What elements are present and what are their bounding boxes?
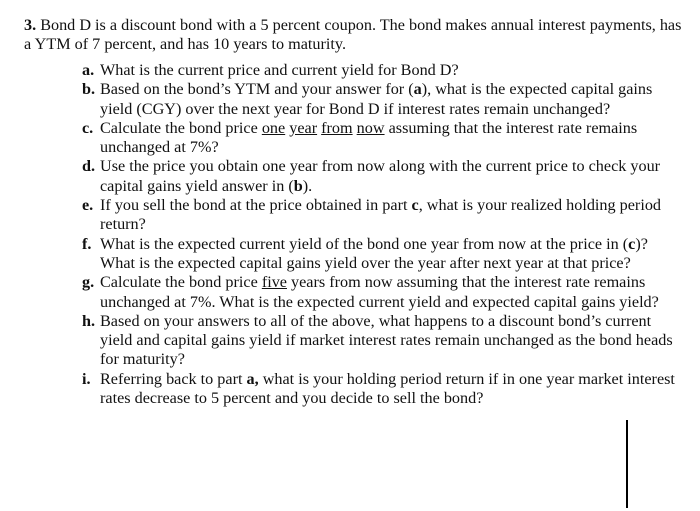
part-text: What is the expected current yield of the bond one year from now at the price in ( — [100, 234, 629, 253]
part-e — [82, 196, 682, 235]
part-reference: a — [413, 80, 422, 99]
underlined-word: now — [356, 118, 385, 137]
part-text: Referring back to part — [100, 369, 247, 388]
part-d — [82, 157, 682, 196]
underlined-word: five — [261, 273, 287, 292]
part-letter: g. — [82, 273, 95, 292]
question-intro — [24, 16, 684, 55]
part-c — [82, 119, 682, 158]
part-text: what is your holding period return if in one year market interest rates decrease to 5 percent and you decide to sell the bond? — [100, 369, 675, 408]
part-text: ), what is the expected capital gains yield (CGY) over the next year for Bond D if interest rates remain unchanged? — [100, 80, 653, 118]
part-reference: a, — [246, 369, 259, 388]
underlined-word: year — [289, 118, 318, 137]
part-i — [82, 370, 682, 409]
question-intro-text: Bond D is a discount bond with a 5 percent coupon. The bond makes annual interest payments, has a YTM of 7 percent, and has 10 years to maturity. — [24, 16, 682, 54]
part-text: Based on your answers to all of the above, what happens to a discount bond’s current yield and capital gains yield if market interest rates remain unchanged as the bond heads for maturity? — [100, 311, 673, 369]
part-reference: b — [293, 176, 303, 195]
part-reference: c — [411, 196, 419, 215]
part-g — [82, 273, 682, 312]
part-f — [82, 235, 682, 274]
part-reference: c — [628, 234, 636, 253]
part-text: Calculate the bond price — [100, 273, 262, 292]
part-text: Calculate the bond price — [100, 118, 262, 137]
question-number: 3. — [24, 16, 37, 34]
text-cursor-line — [626, 420, 628, 508]
part-text: , what is your realized holding period return? — [100, 196, 662, 234]
part-text: If you sell the bond at the price obtained in part — [100, 196, 412, 215]
question-parts — [82, 61, 682, 408]
part-letter: e. — [82, 196, 94, 215]
part-text: assuming that the interest rate remains unchanged at 7%? — [100, 118, 638, 157]
part-text: ). — [302, 176, 313, 195]
part-letter: c. — [82, 118, 94, 137]
part-text: years from now assuming that the interest rate remains unchanged at 7%. What is the expected current yield and expected capital gains yield? — [100, 273, 659, 311]
part-letter: d. — [82, 157, 96, 176]
part-b — [82, 80, 682, 119]
underlined-word: from — [321, 118, 353, 137]
part-a — [82, 61, 682, 80]
part-letter: a. — [82, 61, 95, 79]
part-letter: h. — [82, 311, 96, 330]
part-letter: f. — [82, 234, 92, 253]
part-text: )? What is the expected capital gains yield over the year after next year at that price? — [100, 234, 648, 272]
part-letter: i. — [82, 369, 91, 388]
part-text: What is the current price and current yield for Bond D? — [100, 61, 459, 79]
part-text: Based on the bond’s YTM and your answer for ( — [100, 80, 414, 99]
underlined-word: one — [261, 118, 286, 137]
part-letter: b. — [82, 80, 96, 99]
part-h — [82, 312, 682, 370]
part-text: Use the price you obtain one year from now along with the current price to check your capital gains yield answer in ( — [100, 157, 661, 195]
